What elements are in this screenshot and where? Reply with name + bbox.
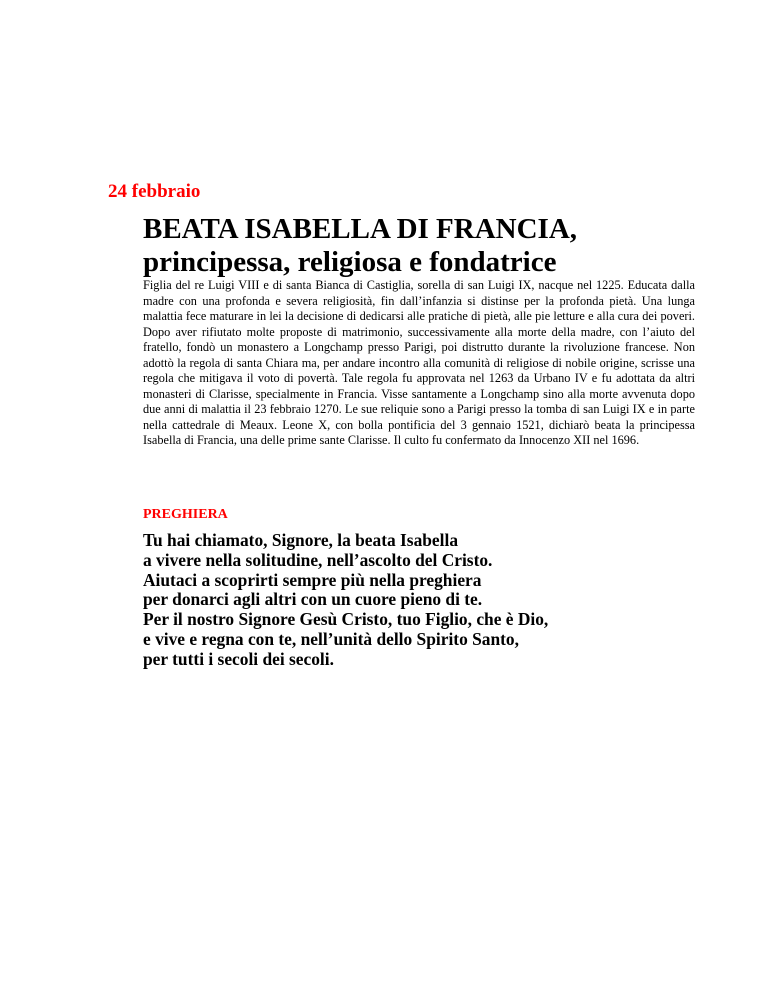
page-title: BEATA ISABELLA DI FRANCIA, principessa, religiosa e fondatrice (143, 213, 578, 278)
prayer-line: per donarci agli altri con un cuore pieno di te. (143, 589, 483, 610)
prayer-line: per tutti i secoli dei secoli. (143, 648, 334, 669)
prayer-heading: PREGHIERA (143, 507, 228, 522)
prayer-line: Per il nostro Signore Gesù Cristo, tuo Figlio, che è Dio, (143, 609, 549, 630)
prayer-line: Aiutaci a scoprirti sempre più nella preghiera (143, 569, 482, 590)
prayer-line: a vivere nella solitudine, nell’ascolto del Cristo. (143, 549, 493, 570)
biography-paragraph: Figlia del re Luigi VIII e di santa Bianca di Castiglia, sorella di san Luigi IX, nacque nel 1225. Educata dalla madre con una profonda e severa religiosità, fin dall’infanzia si distinse per la profonda pietà. Una lunga malattia fece maturare in lei la decisione di dedicarsi alle pratiche di pietà, alle pie letture e alla cura dei poveri. Dopo aver rifiutato molte proposte di matrimonio, successivamente alla morte della madre, con l’aiuto del fratello, fondò un monastero a Longchamp presso Parigi, poi distrutto durante la rivoluzione francese. Non adottò la regola di santa Chiara ma, per andare incontro alla comunità di religiose di nobile origine, scrisse una regola che mitigava il voto di povertà. Tale regola fu approvata nel 1263 da Urbano IV e fu adottata da altri monasteri di Clarisse, specialmente in Francia. Visse santamente a Longchamp sino alla morte avvenuta dopo due anni di malattia il 23 febbraio 1270. Le sue reliquie sono a Parigi presso la tomba di san Luigi IX e in parte nella cattedrale di Meaux. Leone X, con bolla pontificia del 3 gennaio 1521, dichiarò beata la principessa Isabella di Francia, una delle prime sante Clarisse. Il culto fu confermato da Innocenzo XII nel 1696. (143, 278, 695, 447)
prayer-line: Tu hai chiamato, Signore, la beata Isabella (143, 530, 459, 550)
feast-date: 24 febbraio (108, 181, 201, 202)
prayer-line: e vive e regna con te, nell’unità dello Spirito Santo, (143, 628, 519, 649)
prayer-text (143, 531, 703, 670)
